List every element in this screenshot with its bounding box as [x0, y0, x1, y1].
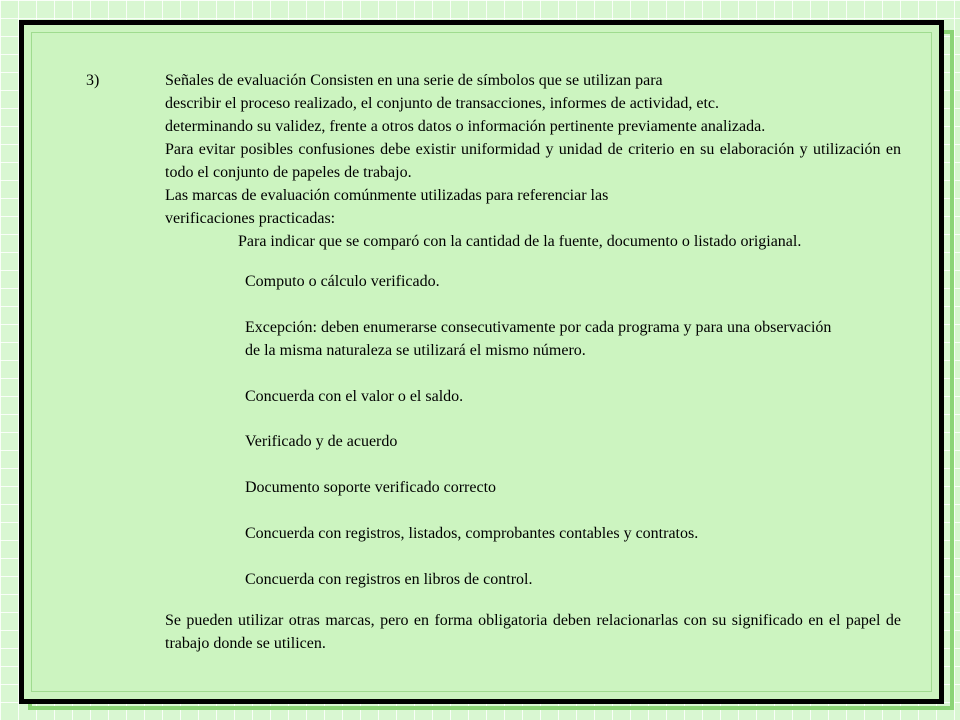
mark-description-7: Concuerda con registros, listados, comprobantes contables y contratos. — [245, 525, 699, 542]
intro-line-5: Las marcas de evaluación comúnmente utilizadas para referenciar las — [165, 187, 609, 204]
intro-line-1: Señales de evaluación Consisten en una serie de símbolos que se utilizan para — [165, 72, 663, 89]
slide-frame — [19, 20, 944, 704]
mark-description-8: Concuerda con registros en libros de control. — [245, 571, 533, 588]
section-number: 3) — [86, 72, 100, 89]
intro-line-3: determinando su validez, frente a otros datos o información pertinente previamente analizada. — [165, 118, 766, 135]
mark-description-5: Verificado y de acuerdo — [245, 433, 398, 450]
mark-description-3: Excepción: deben enumerarse consecutivamente por cada programa y para una observación de la misma naturaleza se utilizará el mismo número. — [245, 319, 832, 359]
mark-description-1: Para indicar que se comparó con la cantidad de la fuente, documento o listado origianal. — [238, 233, 802, 250]
mark-description-2: Computo o cálculo verificado. — [245, 273, 440, 290]
slide-content — [24, 25, 939, 699]
mark-description-4: Concuerda con el valor o el saldo. — [245, 388, 464, 405]
intro-line-6: verificaciones practicadas: — [165, 210, 336, 227]
closing-paragraph: Se pueden utilizar otras marcas, pero en forma obligatoria deben relacionarlas con su significado en el papel de trabajo donde se utilicen. — [165, 612, 901, 652]
intro-line-2: describir el proceso realizado, el conjunto de transacciones, informes de actividad, etc. — [165, 95, 719, 112]
intro-paragraph-uniformity: Para evitar posibles confusiones debe existir uniformidad y unidad de criterio en su elaboración y utilización en todo el conjunto de papeles de trabajo. — [165, 141, 901, 181]
mark-description-6: Documento soporte verificado correcto — [245, 479, 497, 496]
